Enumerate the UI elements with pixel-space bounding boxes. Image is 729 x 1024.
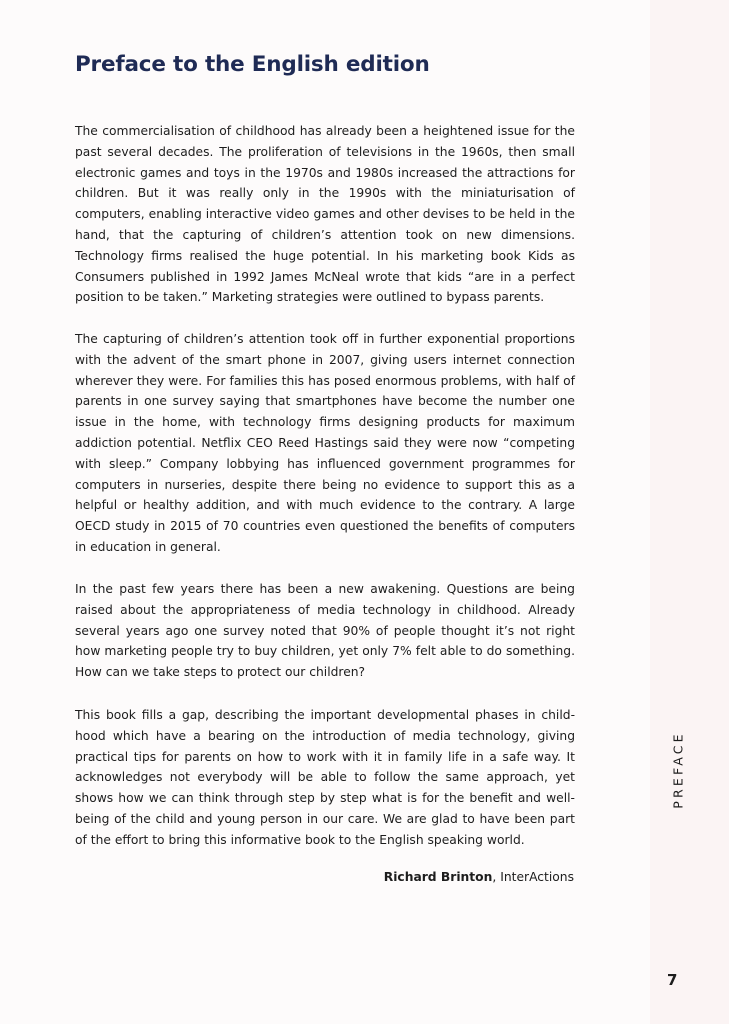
page-title: Preface to the English edition xyxy=(75,52,430,77)
signature-name: Richard Brinton xyxy=(383,870,493,884)
paragraph-2: The capturing of children’s attention took off in further exponential proportions with the advent of the smart phone in 2007, giving users internet connection wherever they were. For families this has posed enormous problems, with half of parents in one survey saying that smartphones have become the number one issue in the home, with technology firms designing products for maximum addiction potential. Netflix CEO Reed Hastings said they were now “competing with sleep.” Company lobbying has influenced government programmes for computers in nurseries, despite there being no evidence to support this as a helpful or healthy addition, and with much evidence to the contrary. A large OECD study in 2015 of 70 countries even questioned the benefits of computers in education in general. xyxy=(75,332,575,554)
page-number: 7 xyxy=(667,971,678,989)
signature xyxy=(384,870,574,884)
signature-separator: , xyxy=(492,870,501,884)
paragraph-3: In the past few years there has been a new awakening. Questions are being raised about the appropriateness of media technology in childhood. Already several years ago one survey noted that 90% of people thought it’s not right how marketing people try to buy children, yet only 7% felt able to do something. How can we take steps to protect our children? xyxy=(75,582,575,680)
signature-organization: InterActions xyxy=(500,870,574,884)
section-side-label-text: PREFACE xyxy=(670,731,686,809)
paragraph-1: The commercialisation of childhood has already been a heightened issue for the past several decades. The proliferation of televisions in the 1960s, then small electronic games and toys in the 1970s and 1980s increased the attractions for children. But it was really only in the 1990s with the miniaturisation of computers, enabling interactive video games and other devises to be held in the hand, that the capturing of children’s attention took on new dimensions. Technology firms realised the huge potential. In his marketing book Kids as Consumers published in 1992 James McNeal wrote that kids “are in a perfect position to be taken.” Marketing strategies were outlined to bypass parents. xyxy=(75,124,575,305)
paragraph-4: This book fills a gap, describing the important developmental phases in childhood which have a bearing on the introduction of media technology, giving practical tips for parents on how to work with it in family life in a safe way. It acknowledges not everybody will be able to follow the same approach, yet shows how we can think through step by step what is for the benefit and well-being of the child and young person in our care. We are glad to have been part of the effort to bring this informative book to the English speaking world. xyxy=(75,708,575,847)
side-margin-strip xyxy=(650,0,729,1024)
